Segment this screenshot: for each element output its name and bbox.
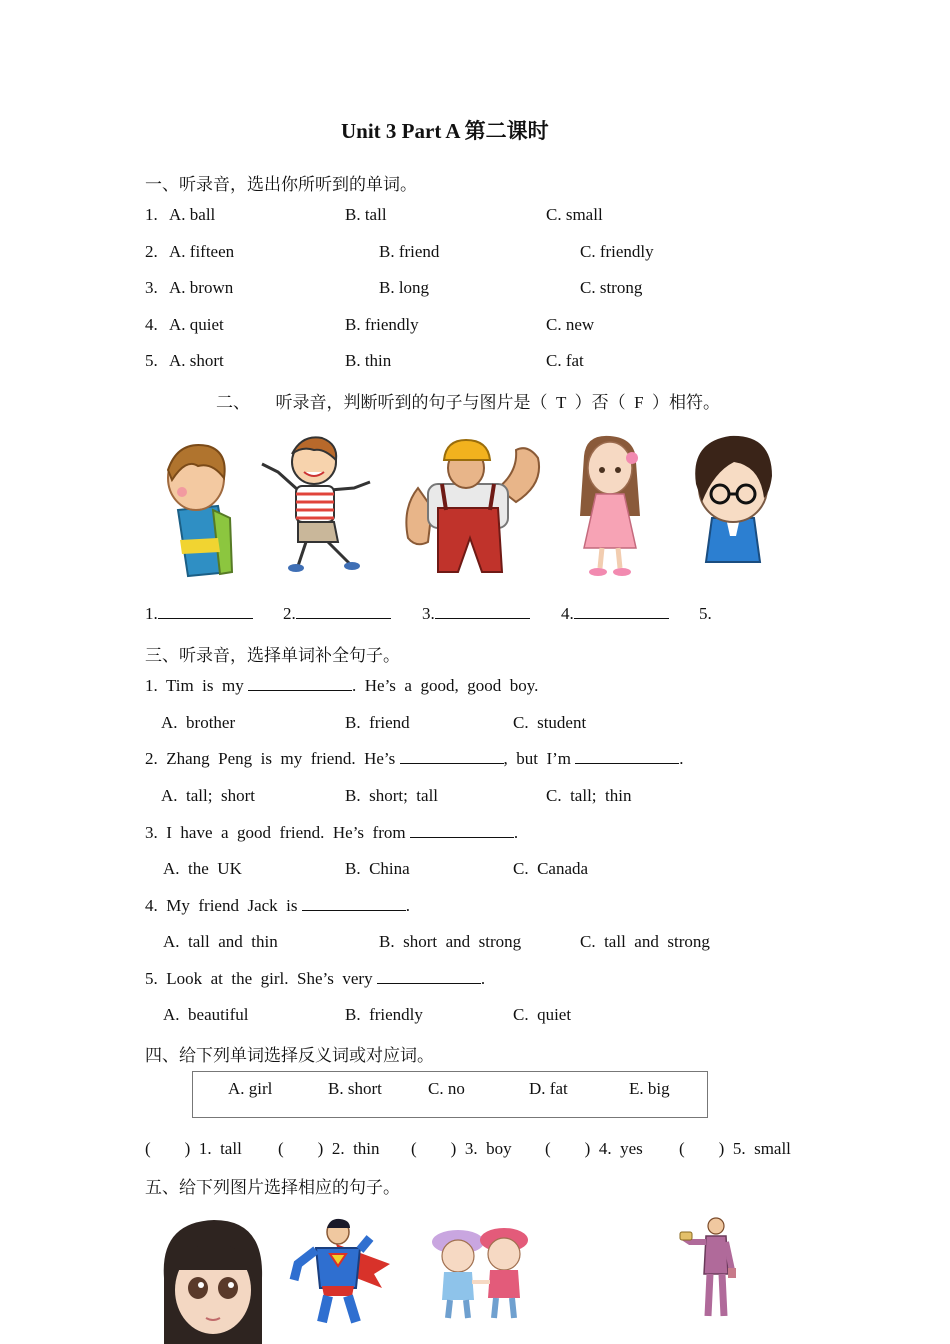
s3-q2-post: . (679, 749, 684, 768)
s3-q2-blank-1[interactable] (400, 749, 504, 764)
s2-blank-5 (699, 604, 712, 624)
s3-q5-option-b: B. friendly (345, 1005, 423, 1024)
s3-q5 (145, 969, 485, 989)
section4-heading: 四、给下列单词选择反义词或对应词。 (145, 1046, 434, 1065)
word-option-b: B. short (328, 1079, 382, 1098)
s3-q2-option-a: A. tall; short (161, 786, 255, 805)
superman-picture (286, 1218, 394, 1326)
girl-pink-dress-picture (570, 436, 650, 578)
s4-question-3[interactable]: ( ) 3. boy (411, 1139, 512, 1158)
section2-heading: 二、 听录音，判断听到的句子与图片是（ T ）否（ F ）相符。 (216, 393, 721, 412)
s3-q4-option-a: A. tall and thin (163, 932, 278, 951)
s4-question-2[interactable]: ( ) 2. thin (278, 1139, 380, 1158)
girl-big-eyes-picture (160, 1218, 266, 1344)
s1-q2-num: 2. (145, 242, 158, 261)
s3-q4-option-c: C. tall and strong (580, 932, 710, 951)
s1-q3-option-a: A. brown (169, 278, 234, 297)
s3-q2-option-c: C. tall; thin (546, 786, 632, 805)
word-option-d: D. fat (529, 1079, 568, 1098)
boy-shy-picture (158, 440, 238, 578)
s2-answer-line-3[interactable] (435, 604, 530, 619)
strong-worker-picture (398, 438, 544, 576)
s1-q4-option-c: C. new (546, 315, 595, 334)
s3-q3-option-c: C. Canada (513, 859, 589, 878)
s2-blank-4-num: 4. (561, 604, 574, 623)
s3-q1-option-a: A. brother (161, 713, 236, 732)
s3-q2-pre: 2. Zhang Peng is my friend. He’s (145, 749, 396, 768)
section5-heading: 五、给下列图片选择相应的句子。 (145, 1178, 400, 1197)
s3-q5-pre: 5. Look at the girl. She’s very (145, 969, 373, 988)
s1-q4-option-b: B. friendly (345, 315, 419, 334)
s4-question-4[interactable]: ( ) 4. yes (545, 1139, 643, 1158)
s1-q1-option-a: A. ball (169, 205, 216, 224)
section1-heading: 一、听录音，选出你所听到的单词。 (145, 175, 417, 194)
s2-blank-1 (145, 604, 253, 624)
s1-q2-option-a: A. fifteen (169, 242, 235, 261)
word-option-a: A. girl (228, 1079, 273, 1098)
s1-q2-option-c: C. friendly (580, 242, 654, 261)
s3-q4-option-b: B. short and strong (379, 932, 522, 951)
s4-question-1[interactable]: ( ) 1. tall (145, 1139, 242, 1158)
s3-q3-post: . (513, 823, 519, 842)
s2-blank-1-num: 1. (145, 604, 158, 623)
s1-q2-option-b: B. friend (379, 242, 440, 261)
s3-q1 (145, 676, 538, 696)
boy-glasses-picture (690, 432, 776, 572)
s3-q3-pre: 3. I have a good friend. He’s from (145, 823, 406, 842)
s1-q4-num: 4. (145, 315, 158, 334)
s2-blank-4 (561, 604, 669, 624)
s3-q5-blank[interactable] (377, 969, 481, 984)
s2-answer-line-2[interactable] (296, 604, 391, 619)
s3-q4 (145, 896, 410, 916)
s1-q5-num: 5. (145, 351, 158, 370)
s3-q2-option-b: B. short; tall (345, 786, 439, 805)
s3-q2 (145, 749, 684, 769)
s3-q4-post: . (405, 896, 411, 915)
s3-q1-post: . He’s a good, good boy. (352, 676, 539, 695)
s3-q5-post: . (480, 969, 486, 988)
word-option-e: E. big (629, 1079, 670, 1098)
s3-q1-blank[interactable] (248, 676, 352, 691)
s3-q3-blank[interactable] (410, 823, 514, 838)
s2-blank-3 (422, 604, 530, 624)
s3-q3 (145, 823, 518, 843)
s1-q4-option-a: A. quiet (169, 315, 224, 334)
s1-q1-num: 1. (145, 205, 158, 224)
page-title: Unit 3 Part A 第二课时 (341, 119, 549, 143)
s2-answer-line-1[interactable] (158, 604, 253, 619)
s3-q4-blank[interactable] (302, 896, 406, 911)
s3-q3-option-a: A. the UK (163, 859, 242, 878)
s2-answer-line-4[interactable] (574, 604, 669, 619)
word-options-box (192, 1071, 708, 1118)
s1-q3-option-c: C. strong (580, 278, 643, 297)
s1-q3-option-b: B. long (379, 278, 430, 297)
s3-q1-pre: 1. Tim is my (145, 676, 244, 695)
s3-q5-option-c: C. quiet (513, 1005, 572, 1024)
s1-q5-option-c: C. fat (546, 351, 584, 370)
s1-q5-option-b: B. thin (345, 351, 392, 370)
businessman-picture (676, 1216, 740, 1320)
s2-blank-2 (283, 604, 391, 624)
s2-blank-5-num: 5. (699, 604, 712, 623)
s1-q3-num: 3. (145, 278, 158, 297)
s3-q2-mid: , but I’m (503, 749, 572, 768)
s2-blank-2-num: 2. (283, 604, 296, 623)
s2-blank-3-num: 3. (422, 604, 435, 623)
s1-q1-option-c: C. small (546, 205, 603, 224)
s3-q4-pre: 4. My friend Jack is (145, 896, 298, 915)
s3-q3-option-b: B. China (345, 859, 410, 878)
s1-q5-option-a: A. short (169, 351, 224, 370)
s3-q1-option-c: C. student (513, 713, 587, 732)
section3-heading: 三、听录音，选择单词补全句子。 (145, 646, 400, 665)
s3-q1-option-b: B. friend (345, 713, 410, 732)
two-girls-picture (428, 1220, 532, 1324)
word-option-c: C. no (428, 1079, 465, 1098)
s4-question-5[interactable]: ( ) 5. small (679, 1139, 791, 1158)
boy-happy-picture (258, 434, 374, 574)
s1-q1-option-b: B. tall (345, 205, 387, 224)
s3-q2-blank-2[interactable] (575, 749, 679, 764)
s3-q5-option-a: A. beautiful (163, 1005, 249, 1024)
